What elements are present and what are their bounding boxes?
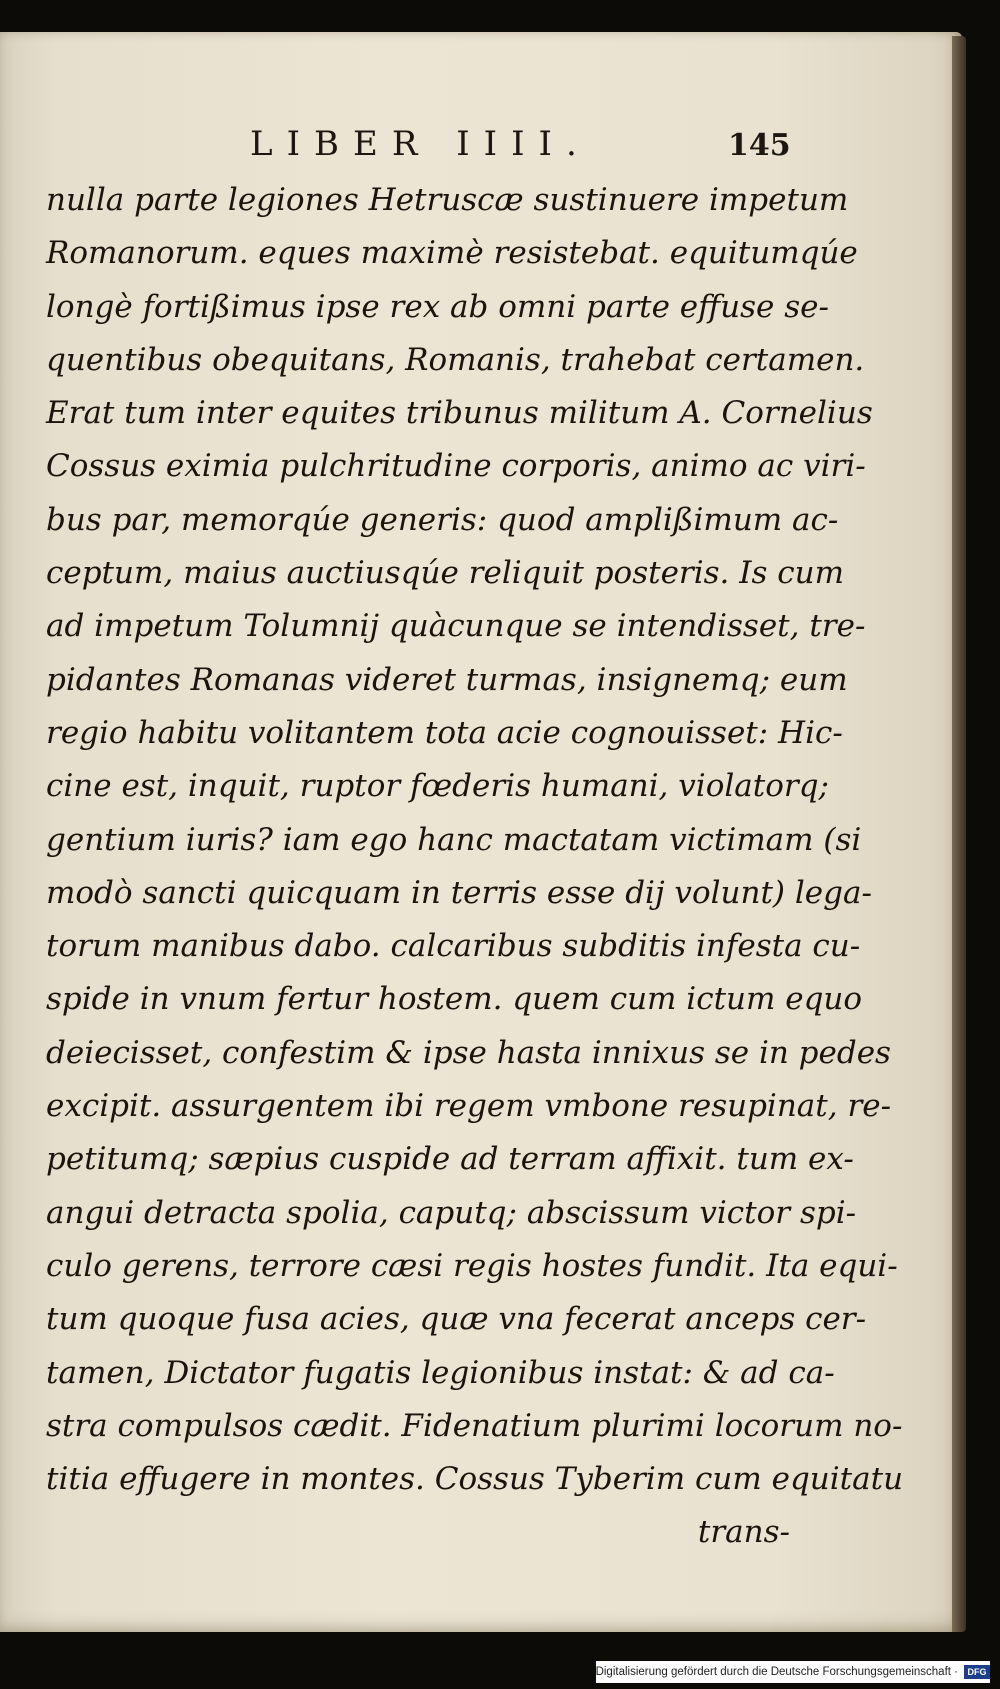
text-line: ceptum, maius auctiusqúe reliquit posteris. Is cum xyxy=(46,555,844,592)
text-line: tamen, Dictator fugatis legionibus instat: & ad ca- xyxy=(46,1354,835,1391)
text-line: stra compulsos cædit. Fidenatium plurimi locorum no- xyxy=(46,1407,903,1444)
text-line: quentibus obequitans, Romanis, trahebat certamen. xyxy=(46,341,865,378)
text-line: titia effugere in montes. Cossus Tyberim cum equitatu xyxy=(46,1461,904,1498)
page-number: 145 xyxy=(728,128,791,163)
credit-text: Digitalisierung gefördert durch die Deutsche Forschungsgemeinschaft · xyxy=(595,1666,958,1678)
text-line: culo gerens, terrore cæsi regis hostes fundit. Ita equi- xyxy=(46,1247,898,1284)
text-line: longè fortißimus ipse rex ab omni parte effuse se- xyxy=(46,288,829,325)
digitization-credit xyxy=(596,1661,990,1683)
text-line: spide in vnum fertur hostem. quem cum ictum equo xyxy=(46,981,863,1018)
text-line: tum quoque fusa acies, quæ vna fecerat anceps cer- xyxy=(46,1301,867,1338)
page-edge xyxy=(952,36,966,1632)
text-line: deiecisset, confestim & ipse hasta innixus se in pedes xyxy=(46,1034,891,1071)
running-title: LIBER IIII. xyxy=(250,124,591,164)
text-line: angui detracta spolia, caputq; abscissum victor spi- xyxy=(46,1194,857,1231)
catchword: trans- xyxy=(697,1514,790,1551)
text-line: regio habitu volitantem tota acie cognouisset: Hic- xyxy=(46,714,843,751)
text-line: torum manibus dabo. calcaribus subditis infesta cu- xyxy=(46,928,861,965)
text-line: Cossus eximia pulchritudine corporis, animo ac viri- xyxy=(46,448,866,485)
text-line: bus par, memorqúe generis: quod amplißimum ac- xyxy=(46,501,839,538)
book-page xyxy=(0,32,962,1632)
text-line: petitumq; sæpius cuspide ad terram affixit. tum ex- xyxy=(46,1141,854,1178)
text-line: gentium iuris? iam ego hanc mactatam victimam (si xyxy=(46,821,862,858)
text-line: Erat tum inter equites tribunus militum A. Cornelius xyxy=(46,395,873,432)
body-text xyxy=(46,174,904,1560)
text-line: modò sancti quicquam in terris esse dij volunt) lega- xyxy=(46,874,872,911)
text-line: pidantes Romanas videret turmas, insignemq; eum xyxy=(46,661,848,698)
text-line: nulla parte legiones Hetruscæ sustinuere impetum xyxy=(46,182,849,218)
text-line: ad impetum Tolumnij quàcunque se intendisset, tre- xyxy=(46,608,866,645)
dfg-logo-icon: DFG xyxy=(964,1665,990,1679)
text-line: excipit. assurgentem ibi regem vmbone resupinat, re- xyxy=(46,1088,892,1125)
text-line: cine est, inquit, ruptor fœderis humani, violatorq; xyxy=(46,768,829,805)
text-line: Romanorum. eques maximè resistebat. equitumqúe xyxy=(46,235,858,272)
